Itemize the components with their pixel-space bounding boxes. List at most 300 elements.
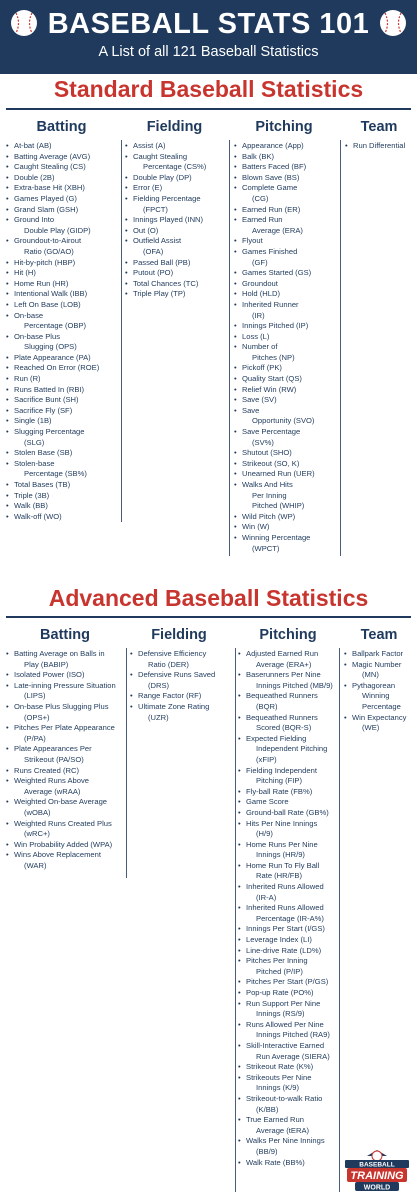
stat-item — [4, 744, 126, 765]
divider — [6, 108, 411, 110]
stat-item — [232, 152, 336, 163]
stat-label: Run (R) — [14, 374, 41, 384]
stat-item — [123, 236, 226, 257]
stat-label: Line-drive Rate (LD%) — [246, 945, 322, 955]
stat-item — [4, 385, 119, 396]
stat-item — [232, 342, 336, 363]
stat-item — [236, 977, 340, 988]
stat-item — [4, 300, 119, 311]
stat-label-continued: Independent Pitching — [256, 744, 328, 754]
stat-label: Plate Appearance (PA) — [14, 352, 91, 362]
stat-item — [4, 850, 126, 871]
stat-label: Innings Per Start (I/GS) — [246, 924, 325, 934]
divider — [6, 616, 411, 618]
stat-label: Intentional Walk (IBB) — [14, 289, 88, 299]
standard-fielding-column — [123, 117, 226, 300]
stat-item — [236, 1073, 340, 1094]
stat-item — [4, 649, 126, 670]
stat-label: Walk-off (WO) — [14, 511, 62, 521]
stat-label: Grand Slam (GSH) — [14, 204, 79, 214]
stat-item — [4, 480, 119, 491]
stat-label: Win (W) — [242, 522, 270, 532]
stat-item — [236, 999, 340, 1020]
stat-label: Left On Base (LOB) — [14, 299, 81, 309]
stat-label: Baserunners Per Nine — [246, 670, 321, 680]
stat-item — [232, 480, 336, 512]
logo-line-2: TRAINING — [350, 1170, 404, 1182]
stat-item — [123, 268, 226, 279]
stat-label: Walks Per Nine Innings — [246, 1136, 325, 1146]
stat-label: Home Runs Per Nine — [246, 839, 318, 849]
stat-item — [236, 956, 340, 977]
stat-label: Groundout-to-Airout — [14, 236, 82, 246]
stat-label: Weighted Runs Created Plus — [14, 818, 112, 828]
stat-label: Home Run (HR) — [14, 278, 69, 288]
stat-item — [4, 766, 126, 777]
column-divider — [340, 140, 341, 556]
stat-item — [342, 660, 416, 681]
stat-label: Hit-by-pitch (HBP) — [14, 257, 76, 267]
stat-list — [343, 141, 415, 152]
stat-item — [236, 691, 340, 712]
stat-label: Defensive Efficiency — [138, 649, 207, 658]
stat-item — [4, 141, 119, 152]
stat-label: Earned Run — [242, 215, 283, 225]
column-divider — [229, 140, 230, 556]
stat-label: Winning Percentage — [242, 532, 311, 542]
stat-label: Pitches Per Plate Appearance — [14, 723, 115, 733]
stat-item — [4, 152, 119, 163]
stat-item — [4, 406, 119, 417]
stat-label-continued: Percentage (CS%) — [143, 162, 207, 172]
stat-label-continued: Pitching (FIP) — [256, 776, 302, 786]
stat-label: Inherited Runs Allowed — [246, 882, 324, 892]
stat-label-continued: Average (ERA+) — [256, 659, 312, 669]
stat-item — [4, 395, 119, 406]
column-heading: Team — [360, 119, 398, 135]
stat-label: Hold (HLD) — [242, 289, 280, 299]
stat-item — [4, 363, 119, 374]
column-heading: Batting — [40, 627, 90, 643]
stat-label-continued: (xFIP) — [256, 754, 277, 764]
stat-label: Strikeout (SO, K) — [242, 458, 300, 468]
stat-label: Home Run To Fly Ball — [246, 860, 320, 870]
stat-label: Bequeathed Runners — [246, 712, 318, 722]
stat-item — [232, 459, 336, 470]
stat-label: Error (E) — [133, 183, 163, 193]
stat-item — [342, 713, 416, 734]
stat-label-continued: (H/9) — [256, 829, 273, 839]
stat-item — [236, 1158, 340, 1169]
stat-item — [232, 236, 336, 247]
stat-label: Defensive Runs Saved — [138, 670, 216, 680]
stat-item — [4, 416, 119, 427]
stat-item — [123, 183, 226, 194]
stat-item — [4, 311, 119, 332]
stat-item — [128, 649, 230, 670]
stat-item — [236, 1136, 340, 1157]
stat-label: Flyout — [242, 236, 263, 246]
stat-label: Bequeathed Runners — [246, 691, 318, 701]
stat-label: Fly-ball Rate (FB%) — [246, 786, 313, 796]
stat-item — [128, 702, 230, 723]
stat-item — [232, 469, 336, 480]
stat-label-continued: Scored (BQR-S) — [256, 723, 312, 733]
column-divider — [339, 648, 340, 1192]
stat-item — [123, 289, 226, 300]
standard-batting-column — [4, 117, 119, 522]
stat-item — [232, 162, 336, 173]
stat-label: Win Expectancy — [352, 712, 407, 722]
stat-label: Complete Game — [242, 183, 298, 193]
stat-label-continued: (IR) — [252, 310, 265, 320]
stat-label-continued: Run Average (SIERA) — [256, 1051, 330, 1061]
stat-label: Inherited Runner — [242, 299, 299, 309]
stat-label-continued: Double Play (GIDP) — [24, 225, 91, 235]
stat-item — [232, 173, 336, 184]
stat-label-continued: (OPS+) — [24, 712, 50, 722]
stat-label: Number of — [242, 342, 278, 352]
stat-label: Isolated Power (ISO) — [14, 670, 85, 680]
stat-label-continued: Pitched (WHIP) — [252, 501, 305, 511]
stat-label: Fielding Percentage — [133, 193, 201, 203]
stat-item — [232, 141, 336, 152]
stat-item — [128, 691, 230, 702]
stat-label-continued: Strikeout (PA/SO) — [24, 754, 84, 764]
stat-label-continued: Innings (K/9) — [256, 1083, 300, 1093]
stat-label: Out (O) — [133, 225, 159, 235]
stat-label: Walk (BB) — [14, 501, 48, 511]
stat-item — [123, 152, 226, 173]
stat-label-continued: Innings Pitched (RA9) — [256, 1030, 330, 1040]
standard-team-column — [343, 117, 415, 152]
stat-label-continued: (SV%) — [252, 437, 274, 447]
stat-item — [123, 215, 226, 226]
stat-label: Loss (L) — [242, 331, 270, 341]
stat-label: Batters Faced (BF) — [242, 162, 307, 172]
stat-item — [4, 289, 119, 300]
stat-item — [4, 702, 126, 723]
stat-item — [4, 205, 119, 216]
stat-label: Pitches Per Inning — [246, 956, 308, 966]
stat-item — [342, 681, 416, 713]
stat-label-continued: (BB/9) — [256, 1146, 278, 1156]
advanced-pitching-column — [236, 625, 340, 1168]
stat-item — [236, 935, 340, 946]
stat-label: Outfield Assist — [133, 236, 182, 246]
stat-item — [236, 670, 340, 691]
stat-label: Strikeouts Per Nine — [246, 1072, 312, 1082]
stat-label: On-base Plus — [14, 331, 61, 341]
stat-label: Games Started (GS) — [242, 268, 312, 278]
stat-label: Groundout — [242, 278, 278, 288]
logo-line-3: WORLD — [363, 1184, 391, 1192]
stat-label-continued: Average (ERA) — [252, 225, 303, 235]
stat-item — [232, 385, 336, 396]
stat-label: Blown Save (BS) — [242, 172, 300, 182]
stat-item — [236, 1115, 340, 1136]
stat-label: Putout (PO) — [133, 268, 174, 278]
stat-label-continued: (FPCT) — [143, 204, 168, 214]
stat-label-continued: Ratio (DER) — [148, 659, 189, 669]
stat-item — [232, 427, 336, 448]
stat-label: Expected Fielding — [246, 733, 307, 743]
stat-label: Run Differential — [353, 141, 406, 150]
stat-item — [232, 332, 336, 343]
stat-item — [4, 819, 126, 840]
stat-item — [236, 946, 340, 957]
stat-label: Runs Allowed Per Nine — [246, 1019, 324, 1029]
stat-label: Games Finished — [242, 246, 298, 256]
stat-label: Innings Pitched (IP) — [242, 321, 309, 331]
stat-item — [236, 861, 340, 882]
stat-label: Inherited Runs Allowed — [246, 903, 324, 913]
header-banner — [0, 0, 417, 74]
stat-item — [236, 734, 340, 766]
stat-item — [236, 713, 340, 734]
stat-label: Wins Above Replacement — [14, 850, 101, 860]
logo-emblem-icon — [343, 1148, 411, 1196]
stat-item — [4, 840, 126, 851]
advanced-fielding-column — [128, 625, 230, 723]
stat-list — [232, 141, 336, 554]
stat-label-continued: (SLG) — [24, 437, 45, 447]
stat-item — [4, 427, 119, 448]
stat-label-continued: Percentage (SB%) — [24, 469, 87, 479]
stat-item — [123, 173, 226, 184]
stat-label: Triple Play (TP) — [133, 289, 186, 299]
stat-item — [4, 491, 119, 502]
stat-label-continued: Per Inning — [252, 490, 287, 500]
stat-label-continued: Percentage (OBP) — [24, 321, 87, 331]
stat-item — [232, 205, 336, 216]
stat-label-continued: (P/PA) — [24, 733, 46, 743]
stat-label-continued: Innings (RS/9) — [256, 1009, 305, 1019]
stat-item — [232, 395, 336, 406]
stat-item — [232, 321, 336, 332]
stat-label: Caught Stealing (CS) — [14, 162, 86, 172]
stat-label-continued: (K/BB) — [256, 1104, 279, 1114]
column-divider — [126, 648, 127, 878]
stat-label-continued: Opportunity (SVO) — [252, 416, 315, 426]
stat-label: Hits Per Nine Innings — [246, 818, 318, 828]
stat-item — [4, 374, 119, 385]
stat-label-continued: Percentage (IR-A%) — [256, 913, 324, 923]
stat-label: Relief Win (RW) — [242, 384, 297, 394]
stat-label-continued: (GF) — [252, 257, 268, 267]
stat-label: Weighted On-base Average — [14, 797, 108, 807]
stat-item — [236, 808, 340, 819]
stat-label: Sacrifice Bunt (SH) — [14, 395, 79, 405]
advanced-section-title: Advanced Baseball Statistics — [48, 585, 369, 611]
stat-label: On-base — [14, 310, 44, 320]
stat-item — [123, 258, 226, 269]
stat-item — [4, 279, 119, 290]
stat-item — [123, 226, 226, 237]
stat-item — [4, 776, 126, 797]
stat-list — [4, 649, 126, 871]
stat-item — [236, 840, 340, 861]
stat-item — [4, 448, 119, 459]
stat-label-continued: (WPCT) — [252, 543, 280, 553]
stat-label-continued: Innings Pitched (MB/9) — [256, 680, 333, 690]
stat-item — [236, 649, 340, 670]
stat-item — [4, 512, 119, 523]
stat-label: Reached On Error (ROE) — [14, 363, 100, 373]
stat-item — [236, 797, 340, 808]
stat-label: Runs Batted In (RBI) — [14, 384, 85, 394]
stat-item — [4, 353, 119, 364]
stat-label: Single (1B) — [14, 416, 52, 426]
stat-list — [128, 649, 230, 723]
stat-item — [236, 1020, 340, 1041]
stat-item — [4, 215, 119, 236]
stat-item — [236, 787, 340, 798]
stat-label-continued: (IR-A) — [256, 892, 277, 902]
stat-item — [232, 279, 336, 290]
stat-label: Save — [242, 405, 260, 415]
stat-label: Strikeout-to-walk Ratio — [246, 1093, 323, 1103]
stat-label-continued: Percentage — [362, 701, 401, 711]
stat-label: Pickoff (PK) — [242, 363, 282, 373]
stat-label: Walks And Hits — [242, 480, 293, 489]
stat-label-continued: (BQR) — [256, 701, 278, 711]
stat-item — [232, 363, 336, 374]
stat-item — [232, 374, 336, 385]
stat-label: Ultimate Zone Rating — [138, 701, 210, 711]
stat-label: Appearance (App) — [242, 141, 304, 150]
stat-item — [236, 903, 340, 924]
stat-label: On-base Plus Slugging Plus — [14, 701, 109, 711]
stat-item — [4, 501, 119, 512]
stat-item — [342, 649, 416, 660]
stat-label: Total Chances (TC) — [133, 278, 199, 288]
stat-label: Balk (BK) — [242, 151, 275, 161]
stat-item — [232, 448, 336, 459]
stat-item — [236, 1041, 340, 1062]
standard-pitching-column — [232, 117, 336, 554]
stat-label: Ground Into — [14, 215, 55, 225]
stat-item — [4, 723, 126, 744]
stat-item — [4, 268, 119, 279]
stat-label: Stolen Base (SB) — [14, 448, 73, 458]
stat-label: Weighted Runs Above — [14, 776, 90, 786]
stat-label: Slugging Percentage — [14, 427, 85, 437]
stat-item — [236, 1062, 340, 1073]
stat-item — [4, 681, 126, 702]
stat-label-continued: (CG) — [252, 193, 269, 203]
stat-item — [4, 797, 126, 818]
stat-label-continued: Innings (HR/9) — [256, 850, 305, 860]
stat-label: Passed Ball (PB) — [133, 257, 191, 267]
column-heading: Team — [360, 627, 398, 643]
stat-item — [4, 332, 119, 353]
stat-label-continued: Slugging (OPS) — [24, 342, 77, 352]
stat-label-continued: Average (wRAA) — [24, 786, 81, 796]
stat-list — [236, 649, 340, 1168]
advanced-batting-column — [4, 625, 126, 871]
stat-label: Shutout (SHO) — [242, 448, 292, 458]
column-heading: Pitching — [255, 119, 313, 135]
stat-label-continued: (LIPS) — [24, 691, 46, 701]
stat-label: At-bat (AB) — [14, 141, 52, 150]
stat-item — [128, 670, 230, 691]
stat-item — [232, 533, 336, 554]
advanced-team-column — [342, 625, 416, 734]
stat-label: Win Probability Added (WPA) — [14, 839, 113, 849]
stat-item — [232, 522, 336, 533]
baseball-training-world-logo — [343, 1148, 411, 1196]
stat-label: Assist (A) — [133, 141, 166, 150]
stat-label: Ground-ball Rate (GB%) — [246, 807, 329, 817]
stat-label-continued: (wRC+) — [24, 829, 50, 839]
stat-label: Wild Pitch (WP) — [242, 511, 296, 521]
stat-item — [4, 670, 126, 681]
stat-label: Leverage Index (LI) — [246, 935, 312, 945]
stat-item — [236, 988, 340, 999]
stat-label: Games Played (G) — [14, 193, 77, 203]
stat-label-continued: (UZR) — [148, 712, 169, 722]
stat-label: Run Support Per Nine — [246, 998, 321, 1008]
page-title: BASEBALL STATS 101 — [47, 8, 370, 40]
stat-label: Fielding Independent — [246, 765, 317, 775]
stat-item — [123, 194, 226, 215]
stat-label: Quality Start (QS) — [242, 374, 302, 384]
stat-label-continued: Ratio (GO/AO) — [24, 246, 74, 256]
stat-item — [236, 766, 340, 787]
stat-label: Pitches Per Start (P/GS) — [246, 977, 329, 987]
column-heading: Fielding — [146, 119, 203, 135]
column-heading: Pitching — [259, 627, 317, 643]
stat-label: Unearned Run (UER) — [242, 469, 315, 479]
stat-item — [4, 173, 119, 184]
stat-label-continued: (wOBA) — [24, 807, 51, 817]
stat-label: Stolen-base — [14, 458, 55, 468]
logo-line-1: BASEBALL — [359, 1161, 395, 1169]
stat-list — [123, 141, 226, 300]
stat-label: Caught Stealing — [133, 151, 188, 161]
stat-label: Total Bases (TB) — [14, 480, 71, 489]
stat-item — [4, 459, 119, 480]
stat-item — [4, 236, 119, 257]
stat-item — [343, 141, 415, 152]
stat-list — [342, 649, 416, 734]
stat-label: Innings Played (INN) — [133, 215, 204, 225]
stat-label: Batting Average (AVG) — [14, 151, 91, 161]
stat-label: Plate Appearances Per — [14, 744, 92, 754]
stat-label: Batting Average on Balls in — [14, 649, 105, 658]
column-heading: Fielding — [151, 627, 207, 643]
stat-item — [236, 882, 340, 903]
stat-label-continued: Play (BABIP) — [24, 659, 69, 669]
stat-label: Runs Created (RC) — [14, 765, 79, 775]
stat-item — [232, 512, 336, 523]
stat-item — [4, 194, 119, 205]
stat-list — [4, 141, 119, 522]
stat-label: Ballpark Factor — [352, 649, 404, 658]
stat-label: Adjusted Earned Run — [246, 649, 319, 658]
stat-label: Save (SV) — [242, 395, 277, 405]
stat-item — [123, 279, 226, 290]
column-divider — [121, 140, 122, 522]
stat-label: Strikeout Rate (K%) — [246, 1062, 314, 1072]
stat-item — [232, 268, 336, 279]
stat-label: Pythagorean — [352, 680, 396, 690]
stat-label-continued: (DRS) — [148, 680, 170, 690]
stat-item — [232, 300, 336, 321]
stat-label-continued: Pitches (NP) — [252, 352, 295, 362]
stat-label: Triple (3B) — [14, 490, 50, 500]
